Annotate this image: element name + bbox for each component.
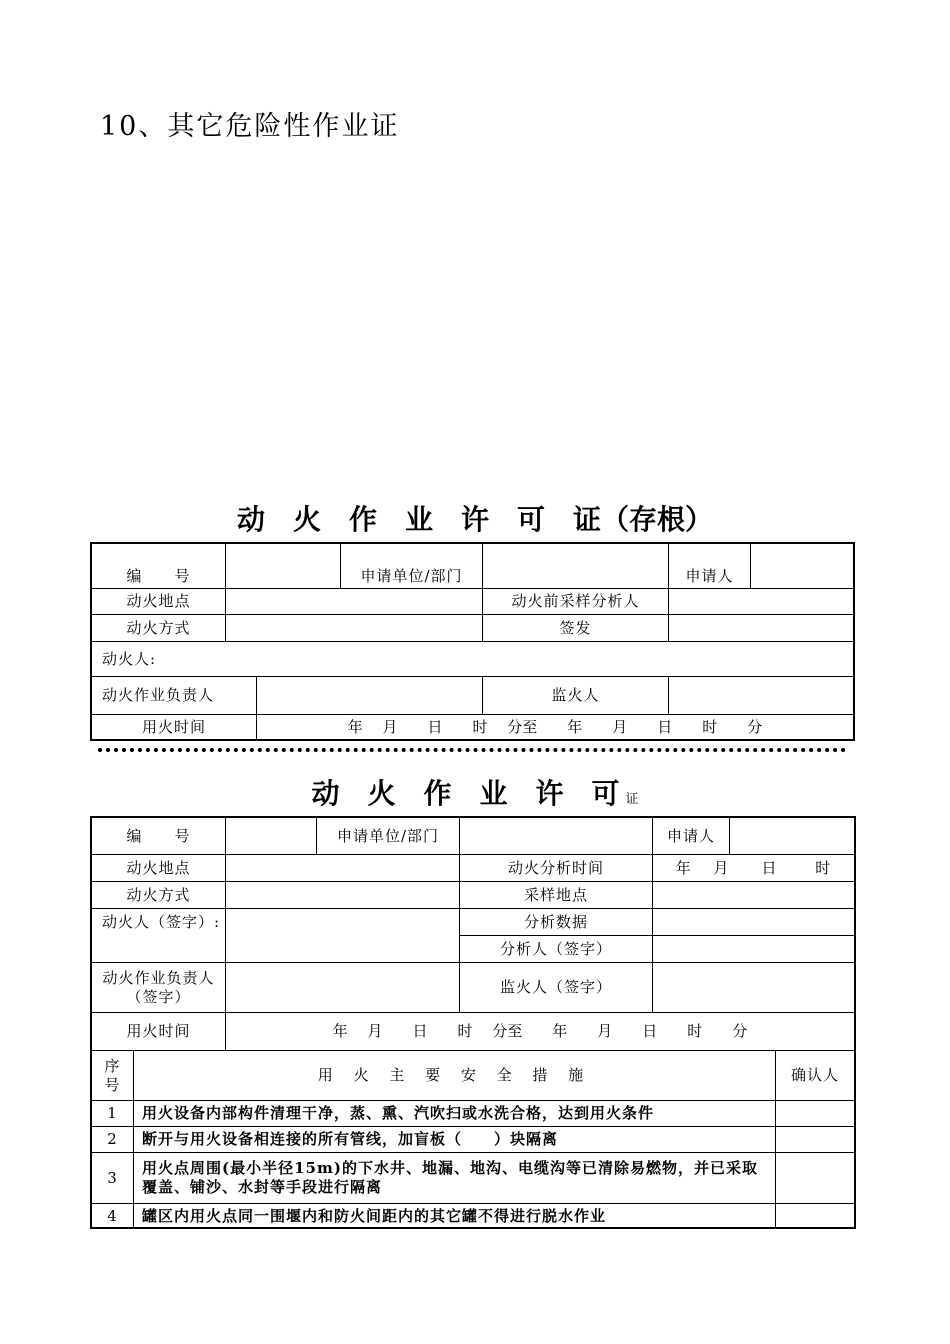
permit-analysis-data-label: 分析数据 <box>523 912 588 931</box>
stub-form-title: 动 火 作 业 许 可 证（存根） <box>236 503 713 536</box>
measures-confirmer-header: 确认人 <box>790 1066 839 1085</box>
permit-applicant-unit-field[interactable] <box>460 818 652 854</box>
permit-fire-watcher-sign-label: 监火人（签字） <box>499 978 612 997</box>
stub-applicant-label: 申请人 <box>685 567 734 586</box>
permit-fire-time-value[interactable]: 年 月 日 时 分至 年 月 日 时 分 <box>332 1022 748 1041</box>
permit-method-label: 动火方式 <box>126 885 191 904</box>
permit-title-small: 证 <box>625 792 639 807</box>
permit-fire-worker-sign-label[interactable]: 动火人（签字）: <box>102 912 221 931</box>
measure-text: 断开与用火设备相连接的所有管线，加盲板（ ）块隔离 <box>142 1130 559 1149</box>
stub-fire-watcher-field[interactable] <box>669 677 853 714</box>
measure-text: 罐区内用火点同一围堰内和防火间距内的其它罐不得进行脱水作业 <box>142 1206 607 1225</box>
stub-work-leader-label: 动火作业负责人 <box>102 686 215 705</box>
stub-applicant-unit-label: 申请单位/部门 <box>360 567 463 586</box>
stub-issuer-label: 签发 <box>559 618 592 637</box>
stub-serial-no-field[interactable] <box>226 544 340 588</box>
measures-header: 用 火 主 要 安 全 措 施 <box>317 1066 592 1085</box>
measure-no: 4 <box>107 1206 118 1225</box>
stub-fire-time-label: 用火时间 <box>141 718 206 737</box>
measure-no: 3 <box>107 1168 118 1187</box>
permit-applicant-label: 申请人 <box>666 826 715 845</box>
measure-text: 用火设备内部构件清理干净，蒸、熏、汽吹扫或水洗合格，达到用火条件 <box>142 1104 655 1123</box>
stub-work-leader-field[interactable] <box>257 677 482 714</box>
stub-applicant-field[interactable] <box>751 544 853 588</box>
permit-analysis-time-value[interactable]: 年 月 日 时 <box>675 858 832 877</box>
permit-sampling-location-label: 采样地点 <box>523 885 588 904</box>
tear-off-dotted-line <box>98 748 846 752</box>
stub-issuer-field[interactable] <box>669 615 853 641</box>
stub-fire-time-value[interactable]: 年 月 日 时 分至 年 月 日 时 分 <box>347 718 763 737</box>
permit-analysis-data-field[interactable] <box>653 909 854 935</box>
stub-serial-no-label: 编 号 <box>126 567 191 586</box>
permit-serial-no-field[interactable] <box>226 818 316 854</box>
measure-text: 用火点周围(最小半径15m)的下水井、地漏、地沟、电缆沟等已清除易燃物，并已采取覆盖、铺沙、水封等手段进行隔离 <box>142 1159 758 1196</box>
stub-method-field[interactable] <box>226 615 482 641</box>
stub-location-field[interactable] <box>226 589 482 614</box>
measure-confirmer-field[interactable] <box>776 1127 854 1152</box>
permit-fire-watcher-sign-field[interactable] <box>653 963 854 1012</box>
stub-sampling-analyst-field[interactable] <box>669 589 853 614</box>
permit-applicant-field[interactable] <box>730 818 854 854</box>
measure-no: 1 <box>107 1104 118 1123</box>
permit-analyst-sign-label: 分析人（签字） <box>499 939 612 958</box>
measure-confirmer-field[interactable] <box>776 1153 854 1203</box>
permit-form-title <box>0 772 950 812</box>
permit-work-leader-sign-field[interactable] <box>226 963 459 1012</box>
permit-fire-time-label: 用火时间 <box>126 1022 191 1041</box>
permit-location-label: 动火地点 <box>126 858 191 877</box>
permit-analysis-time-label: 动火分析时间 <box>507 858 604 877</box>
stub-sampling-analyst-label: 动火前采样分析人 <box>511 592 640 611</box>
measures-seq-header: 序号 <box>104 1056 121 1094</box>
permit-serial-no-label: 编 号 <box>126 826 191 845</box>
stub-method-label: 动火方式 <box>126 618 191 637</box>
measure-confirmer-field[interactable] <box>776 1204 854 1228</box>
permit-sampling-location-field[interactable] <box>653 882 854 908</box>
stub-applicant-unit-field[interactable] <box>483 544 668 588</box>
stub-fire-watcher-label: 监火人 <box>551 686 600 705</box>
stub-fire-worker-label[interactable]: 动火人: <box>102 649 157 668</box>
section-heading: 10、其它危险性作业证 <box>100 111 400 142</box>
permit-title-main: 动 火 作 业 许 可 <box>311 777 620 810</box>
permit-applicant-unit-label: 申请单位/部门 <box>336 826 440 845</box>
measure-confirmer-field[interactable] <box>776 1101 854 1126</box>
permit-location-field[interactable] <box>226 855 459 881</box>
stub-location-label: 动火地点 <box>126 592 191 611</box>
permit-work-leader-sign-label: 动火作业负责人（签字） <box>102 968 215 1006</box>
permit-analyst-sign-field[interactable] <box>653 936 854 962</box>
permit-method-field[interactable] <box>226 882 459 908</box>
measure-no: 2 <box>107 1130 118 1149</box>
